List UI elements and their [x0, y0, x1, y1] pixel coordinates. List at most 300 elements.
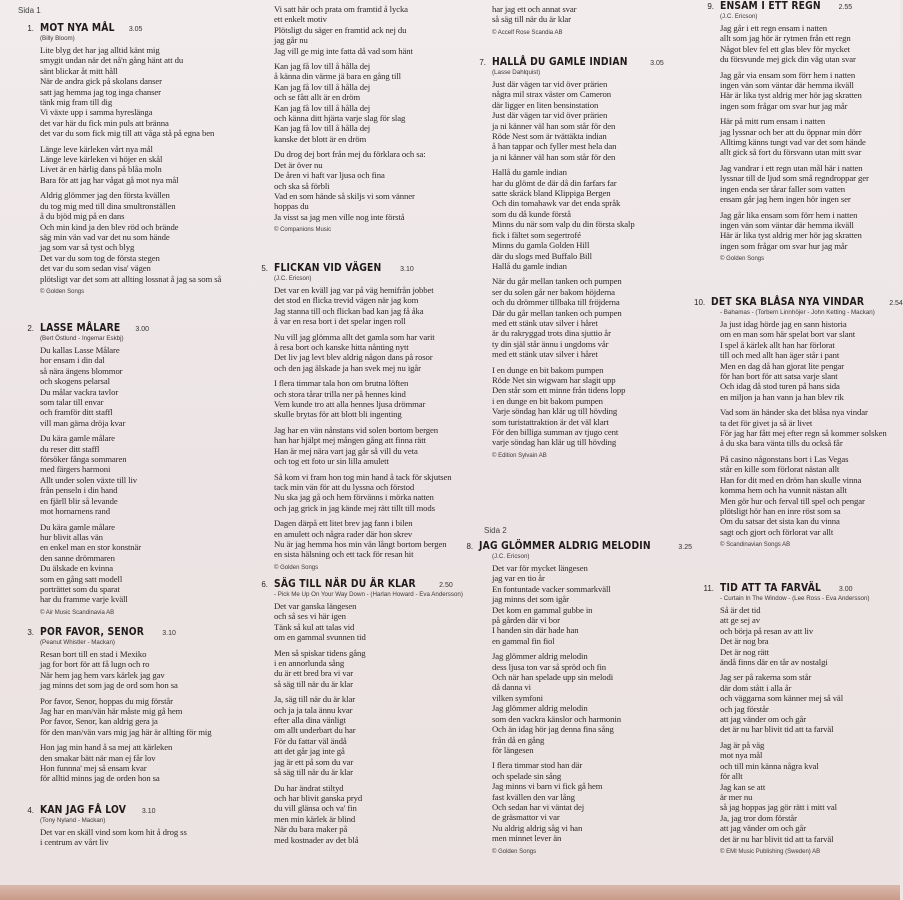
lyric-line: å du bjöd mig på en dans: [40, 211, 125, 222]
lyric-line: och så ses vi här igen: [274, 611, 346, 622]
song-heading: [466, 56, 692, 68]
song-credit: (J.C. Ericson): [720, 13, 758, 20]
song-duration: 3.10: [162, 630, 176, 637]
song-heading: [248, 578, 464, 590]
lyric-line: När du går mellan tanken och pumpen: [492, 276, 622, 287]
lyric-line: plötsligt var det som att allting lossnat å jag sa som så: [40, 273, 222, 284]
lyric-line: ingen som frågar om svar hur jag mår: [720, 100, 848, 111]
lyric-line: och tog ett foto ur sin lilla amulett: [274, 456, 389, 467]
song-credit: (Billy Bloom): [40, 35, 75, 42]
lyric-line: är mer nu: [720, 791, 753, 802]
lyric-line: en sista hälsning och ett tack för resan hit: [274, 549, 414, 560]
lyric-line: Så kom vi fram hon tog min hand å tack för skjutsen: [274, 471, 452, 482]
song-block: [14, 322, 224, 616]
lyric-line: och stora tårar trilla ner på hennes kind: [274, 388, 406, 399]
lyric-line: ett enkelt motiv: [274, 14, 327, 25]
lyric-line: plötsligt hör han en inre röst som sa: [720, 505, 841, 516]
song-block: [694, 0, 898, 262]
lyric-line: i centrum av vårt liv: [40, 837, 109, 848]
lyric-line: och se fått allt är en dröm: [274, 92, 361, 103]
lyric-line: du tog mig med till dina smultronställen: [40, 200, 176, 211]
lyric-line: med kostnader av det blå: [274, 834, 359, 845]
publisher-credit: © Scandinavian Songs AB: [720, 542, 791, 549]
song-title: LASSE MÅLARE: [40, 322, 121, 334]
lyric-line: om en man som här spelat bort var slant: [720, 329, 856, 340]
song-duration: 3.25: [678, 544, 692, 551]
lyric-line: några mil strax väster om Cameron: [492, 89, 612, 100]
lyric-line: från penseln i din hand: [40, 485, 118, 496]
track-number: 3.: [27, 628, 34, 637]
lyrics-text: [492, 79, 692, 448]
lyric-line: och framför ditt staffl: [40, 407, 113, 418]
lyric-line: det är nu har blivit tid att ta farväl: [720, 833, 834, 844]
lyric-line: för han bort för att satsa varje slant: [720, 371, 838, 382]
lyric-line: satte skräck bland Klippiga Bergen: [492, 188, 611, 199]
song-title: JAG GLÖMMER ALDRIG MELODIN: [479, 540, 651, 552]
lyric-line: Länge leve kärleken vi höjer en skål: [40, 154, 163, 165]
lyric-line: där ligger en liten bensinstation: [492, 99, 599, 110]
column-1: [14, 0, 224, 885]
lyric-line: jag går nu: [274, 35, 308, 46]
lyric-line: att jag vänder om och går: [720, 714, 807, 725]
lyric-line: det var du som fick mig till att våga stå på egna ben: [40, 128, 215, 139]
song-duration: 2.50: [439, 582, 453, 589]
lyric-line: Jag vandrar i ett regn utan mål här i natten: [720, 162, 863, 173]
lyric-line: om en gammal svunnen tid: [274, 632, 366, 643]
lyric-line: jag for bort för att få lugn och ro: [40, 659, 150, 670]
song-title: SÄG TILL NÄR DU ÄR KLAR: [274, 578, 416, 590]
lyric-line: Por favor, Senor, hoppas du mig förstår: [40, 695, 173, 706]
lyric-line: Jag har en vän nånstans vid solen bortom bergen: [274, 424, 439, 435]
lyric-line: Det kom en gammal gubbe in: [492, 604, 593, 615]
lyric-line: att jag vänder om och går: [720, 823, 807, 834]
lyric-line: Nu är jag hemma hos min vän långt bortom bergen: [274, 538, 447, 549]
publisher-credit: © Golden Songs: [40, 288, 85, 295]
song-heading: [694, 296, 903, 308]
lyric-line: Jag glömmer aldrig melodin: [492, 703, 588, 714]
lyric-line: Hon jag min hand å sa mej att kärleken: [40, 742, 173, 753]
lyric-line: Så är det tid: [720, 605, 761, 615]
song-duration: 3.00: [838, 586, 853, 593]
lyric-line: jag var en tio år: [492, 573, 545, 584]
lyric-line: så säg till när du är klar: [274, 767, 353, 778]
lyric-line: Något blev fel ett glas blev för mycket: [720, 43, 850, 54]
lyric-line: Och än idag hör jag denna fina sång: [492, 724, 614, 735]
lyrics-text: [720, 605, 898, 844]
lyric-line: Vi satt här och prata om framtid å lycka: [274, 4, 408, 14]
lyric-line: Det är över nu: [274, 159, 323, 170]
lyric-line: du reser ditt staffl: [40, 443, 100, 454]
lyric-line: då danna vi: [492, 682, 531, 693]
lyric-line: porträttet som du sparat: [40, 583, 120, 594]
lyric-line: mot nya mål: [720, 750, 763, 761]
song-duration: 3.00: [135, 326, 149, 333]
lyric-line: som du då kunde förstå: [492, 208, 571, 219]
song-duration: 3.10: [141, 808, 156, 815]
lyric-line: Hallå du gamle indian: [492, 260, 567, 271]
lyric-line: Du kära gamle målare: [40, 521, 115, 532]
song-duration: 2.54: [889, 300, 903, 307]
publisher-credit: © EMI Music Publishing (Sweden) AB: [720, 848, 821, 855]
lyric-line: Just där vägen tar vid över prärien: [492, 110, 608, 121]
side-label: Sida 2: [484, 526, 507, 535]
lyric-line: och börja på resan av att liv: [720, 625, 814, 636]
lyric-line: Jag minns vi barn vi fick gå hem: [492, 781, 603, 792]
lyric-line: de gräsmattor vi var: [492, 812, 560, 823]
lyric-line: mot hornarnens rand: [40, 506, 110, 517]
lyrics-text: [274, 285, 464, 560]
lyric-line: Vem kunde tro att alla hennes ljusa drömmar: [274, 399, 426, 410]
lyric-line: Allt under solen växte till liv: [40, 474, 138, 485]
lyric-line: och väggarna som känner mej så väl: [720, 693, 844, 704]
lyrics-text: [720, 319, 898, 537]
song-credit: (Bert Östlund - Ingemar Eskbj): [40, 335, 124, 342]
lyric-line: har du glömt de där då din farfars far: [492, 177, 617, 188]
lyric-line: det var du som sedan visa' vägen: [40, 263, 151, 274]
lyric-line: tack min vän för att du lyssna och förstod: [274, 481, 415, 492]
lyric-line: Det är nog rätt: [720, 646, 769, 657]
table-edge: [0, 885, 900, 900]
lyric-line: När du bara maker på: [274, 824, 348, 835]
lyric-line: Men gör hur och ferval till spel och pengar: [720, 495, 865, 506]
lyric-line: Jag är på väg: [720, 739, 765, 750]
song-block: [248, 578, 464, 845]
lyric-line: I spel å kärlek allt han har förlorat: [720, 339, 835, 350]
song-title: POR FAVOR, SENOR: [40, 626, 145, 638]
lyric-line: Aldrig glömmer jag den första kvällen: [40, 190, 170, 201]
lyric-line: Det var du som tog de första stegen: [40, 252, 160, 263]
lyric-line: Han for dit med en dröm han skulle vinna: [720, 474, 862, 485]
lyric-line: jag är ett på som du var: [274, 756, 354, 767]
lyric-line: Livet är en härlig dans på blåa moln: [40, 164, 162, 175]
lyric-line: fast kvällen den var lång: [492, 791, 575, 802]
lyric-line: du vill glänsa och va' fin: [274, 803, 357, 814]
lyric-line: jag lyssnar och ber att du öppnar min dörr: [720, 126, 862, 137]
lyric-line: Han är mej nära vart jag går så vill du veta: [274, 445, 418, 456]
lyric-line: en fjärll blir så levande: [40, 495, 118, 506]
lyric-line: en gammal fin fiol: [492, 635, 555, 646]
lyric-line: och jag grick in jag kände mej rätt tillt till mods: [274, 502, 435, 513]
lyric-line: att det går jag inte gå: [274, 746, 345, 757]
lyric-line: för allt: [720, 771, 743, 782]
lyric-line: jag som var så tyst och blyg: [40, 242, 135, 253]
lyric-line: Tänk så kul att talas vid: [274, 621, 355, 632]
lyric-line: hur blivit allas vän: [40, 531, 103, 542]
lyric-line: Jag går lika ensam som förr hem i natten: [720, 209, 858, 220]
lyric-line: Det var för mycket längesen: [492, 563, 588, 573]
lyric-line: Där du går mellan tanken och pumpen: [492, 307, 622, 318]
lyric-line: efter alla dina vänligt: [274, 715, 346, 726]
lyric-line: som en gång satt modell: [40, 573, 123, 584]
song-duration: 3.05: [128, 26, 143, 33]
lyric-line: å du ska bara vänta tills du också får: [720, 438, 843, 449]
lyric-line: Du drog dej bort från mej du förklara och sa:: [274, 149, 426, 160]
lyric-line: och ska så förbli: [274, 180, 330, 191]
song-title: MOT NYA MÅL: [40, 22, 115, 34]
lyric-line: för längesen: [492, 744, 534, 755]
lyric-line: som talar till envar: [40, 397, 104, 408]
lyric-line: jag minns det som jag de ord som hon sa: [40, 680, 178, 691]
lyric-line: Dagen därpå ett litet brev jag fann i bilen: [274, 518, 413, 529]
lyric-line: När hem jag hem vars kärlek jag gav: [40, 669, 165, 680]
lyric-line: Varje söndag han klär ug till hövding: [492, 406, 618, 417]
lyric-line: ta det för givet ja så är livet: [720, 417, 813, 428]
lyric-line: Alltimg känns tungt vad var det som hände: [720, 137, 866, 148]
lyric-line: och skogens pelarsal: [40, 376, 110, 387]
lyric-line: Vad en som hände så skiljs vi som vänner: [274, 190, 415, 201]
lyric-line: Och när han spelade upp sin melodi: [492, 672, 614, 683]
lyric-line: Nu aldrig aldrig såg vi han: [492, 822, 583, 833]
lyric-line: och känna ditt hjärta varje slag för slag: [274, 113, 406, 124]
song-title: DET SKA BLÅSA NYA VINDAR: [711, 296, 865, 308]
song-heading: [466, 540, 692, 552]
publisher-credit: © Golden Songs: [720, 256, 765, 263]
lyric-line: tänk mig fram till dig: [40, 97, 113, 108]
lyric-line: jag minns det som igår: [492, 594, 569, 605]
track-number: 7.: [479, 58, 486, 67]
lyric-line: i en annorlunda sång: [274, 658, 345, 669]
lyric-line: å var en resa bort i det spelar ingen roll: [274, 316, 406, 327]
lyric-line: Ja visst sa jag men ville nog inte förstå: [274, 211, 405, 222]
lyric-line: och jag förstår: [720, 703, 769, 714]
lyric-line: skulle brytas för att blott bli ingenting: [274, 409, 402, 420]
lyric-line: Den står som ett minne från tidens lopp: [492, 385, 626, 396]
lyric-line: smygit undan när det nå'n gång hänt att du: [40, 55, 184, 66]
lyric-line: Minns du gamla Golden Hill: [492, 240, 590, 251]
lyric-line: det är nu har blivit tid att ta farväl: [720, 724, 834, 735]
lyric-line: och ja ja tala ännu kvar: [274, 704, 353, 715]
lyric-line: säg min vän vad var det nu som hände: [40, 231, 170, 242]
lyric-line: vilken symfoni: [492, 692, 543, 703]
lyric-line: Om du satsar det sista kan du vinna: [720, 516, 840, 527]
lyric-line: Plötsligt du säger en framtid ack nej du: [274, 24, 407, 35]
lyric-line: komma hem och ha vunnit nästan allt: [720, 485, 847, 496]
lyric-line: ser du solen går ner bakom höjderna: [492, 286, 615, 297]
song-duration: 3.05: [650, 60, 664, 67]
song-block: [466, 540, 692, 855]
lyric-line: försöker fånga sommaren: [40, 454, 127, 465]
lyric-line: Här är lika tyst aldrig mer hör jag skratten: [720, 90, 862, 101]
lyrics-text: [720, 23, 898, 251]
song-credit: (Lasse Dahlquist): [492, 69, 541, 76]
lyric-line: Länge leve kärleken vårt nya mål: [40, 143, 153, 154]
lyric-line: Jag ser på rakerna som står: [720, 672, 812, 683]
lyric-line: I en dunge en bit bakom pumpen: [492, 364, 604, 375]
publisher-credit: © Accelf Rose Scandia AB: [492, 29, 563, 36]
lyric-line: har du framme varje kväll: [40, 594, 128, 605]
lyric-line: fick i fältet som segertrofé: [492, 229, 581, 240]
lyrics-text: [274, 601, 464, 845]
lyric-line: För du fattar väl ändå: [274, 735, 347, 746]
lyric-line: så nära ängens blommor: [40, 365, 123, 376]
lyric-line: Hallå du gamle indian: [492, 167, 567, 178]
lyric-line: för den man/vän vars mig jag här är allting för mig: [40, 726, 212, 737]
song-heading: [694, 0, 898, 12]
track-number: 1.: [27, 24, 34, 33]
lyric-line: det var här du fick min puls att bränna: [40, 117, 169, 128]
song-heading: [14, 22, 224, 34]
lyric-line: med ett stänk utav silver i håret: [492, 317, 598, 328]
lyric-line: Du älskade en kvinna: [40, 563, 114, 574]
publisher-credit: © Golden Songs: [274, 564, 319, 571]
song-heading: [14, 322, 224, 334]
song-credit: - Curtain In The Window - (Lee Ross - Eva Andersson): [720, 595, 870, 602]
lyric-line: Du målar vackra tavlor: [40, 386, 119, 397]
lyric-line: Det var en kväll jag var på väg hemifrån jobbet: [274, 285, 434, 295]
lyric-line: Just där vägen tar vid över prärien: [492, 79, 608, 89]
lyric-line: I handen sin där hade han: [492, 625, 579, 636]
lyric-line: Ja, jag tror dom förstår: [720, 812, 797, 823]
lyric-line: För jag har fått mej efter regn så kommer solsken: [720, 428, 887, 439]
track-number: 2.: [27, 324, 34, 333]
lyric-line: Lite blyg det har jag alltid känt mig: [40, 45, 160, 55]
track-number: 10.: [694, 298, 706, 307]
lyric-line: Du kallas Lasse Målare: [40, 345, 120, 355]
column-3: [466, 0, 692, 885]
lyric-line: med färgers harmoni: [40, 464, 111, 475]
side-label: Sida 1: [18, 6, 41, 15]
song-block: [466, 56, 692, 459]
lyric-line: så jag hoppas jag gör rätt i mitt val: [720, 802, 837, 813]
song-credit: (Peanut Whistler - Mackan): [40, 639, 115, 646]
lyric-line: Här på mitt rum ensam i natten: [720, 116, 826, 127]
song-credit: (J.C. Ericson): [274, 275, 312, 282]
lyric-line: Vi växte upp i samma hyreslänga: [40, 107, 153, 118]
lyric-line: Du kära gamle målare: [40, 433, 115, 444]
lyric-line: och till min känna några kval: [720, 760, 819, 771]
lyric-line: sänt blickar åt mitt håll: [40, 65, 118, 76]
lyric-line: där du slogs med Buffalo Bill: [492, 250, 592, 261]
track-number: 8.: [466, 542, 474, 551]
song-title: HALLÅ DU GAMLE INDIAN: [492, 56, 628, 68]
lyric-line: Det är nog bra: [720, 636, 769, 647]
lyrics-text: [492, 4, 692, 25]
lyric-line: men min kärlek är blind: [274, 813, 356, 824]
lyric-line: ja ni känner väl han som står för den: [492, 120, 616, 131]
lyric-line: Ja, säg till när du är klar: [274, 694, 356, 705]
lyric-line: å resa bort och kanske hitta nånting nytt: [274, 342, 409, 353]
song-block: [694, 296, 903, 549]
lyric-line: Röde Nest som är tvättäkta indian: [492, 131, 607, 142]
lyrics-text: [40, 827, 224, 848]
lyric-line: På casino någonstans bort i Las Vegas: [720, 453, 849, 464]
song-duration: 3.10: [400, 266, 414, 273]
lyric-line: Jag stanna till och flickan bad kan jag få åka: [274, 305, 424, 316]
publisher-credit: © Edition Sylvain AB: [492, 452, 547, 459]
lyric-line: är du rakryggad trots dina sjuttio år: [492, 328, 611, 339]
lyric-line: hor ensam i din dal: [40, 355, 105, 366]
song-heading: [248, 262, 464, 274]
lyric-line: Vad som än händer ska det blåsa nya vindar: [720, 407, 868, 418]
lyric-line: Och idag då stod turen på hans sida: [720, 381, 840, 392]
track-number: 5.: [261, 264, 268, 273]
lyric-line: Kan jag få lov till å hålla dej: [274, 123, 371, 134]
lyrics-text: [40, 345, 224, 605]
lyric-line: å han tappar och fyller mest hela dan: [492, 141, 617, 152]
song-title: FLICKAN VID VÄGEN: [274, 262, 382, 274]
lyric-line: i en dunge en bit bakom pumpen: [492, 395, 603, 406]
lyric-line: Röde Net sin wigwam har slagit upp: [492, 374, 616, 385]
lyric-line: ingen enda ser tårar faller som vatten: [720, 183, 846, 194]
lyric-line: å känna din värme jä bara en gång till: [274, 71, 401, 82]
lyric-line: på gården där vi bor: [492, 615, 560, 626]
lyric-line: vill man gärna dröja kvar: [40, 417, 126, 428]
song-block: [248, 4, 464, 233]
publisher-credit: © Air Music Scandinavia AB: [40, 609, 115, 616]
lyric-line: så säg till när du är klar: [274, 678, 353, 689]
lyric-line: från då en gång: [492, 734, 545, 745]
lyric-line: Och sedan har vi väntat dej: [492, 801, 585, 812]
lyric-line: Och min kind ja den blev röd och brände: [40, 221, 179, 232]
lyric-line: men minnet lever än: [492, 833, 562, 844]
song-block: [14, 22, 224, 295]
lyric-line: allt gick så fort du försvann utan mitt svar: [720, 147, 862, 158]
column-2: [248, 0, 464, 885]
track-number: 4.: [27, 806, 34, 815]
lyric-line: Du har ändrat stiltyd: [274, 782, 344, 793]
lyric-line: så säg till när du är klar: [492, 14, 571, 25]
lyric-line: ingen vän som väntar där hemma ikväll: [720, 80, 854, 91]
lyric-line: Nu vill jag glömma allt det gamla som har varit: [274, 331, 435, 342]
song-block: [694, 582, 898, 855]
lyric-line: står en kille som förlorat nästan allt: [720, 464, 840, 475]
lyric-line: Jag går via ensam som förr hem i natten: [720, 69, 856, 80]
lyrics-text: [40, 649, 224, 784]
lyric-line: har jag ett och annat svar: [492, 4, 577, 14]
track-number: 9.: [707, 2, 714, 11]
lyric-line: med ett stänk utav silver i håret: [492, 349, 598, 360]
song-title: TID ATT TA FARVÄL: [720, 582, 822, 594]
lyric-line: Jag vill ge mig inte fatta då vad som hänt: [274, 45, 413, 56]
song-duration: 2.55: [838, 4, 853, 11]
lyric-line: ingen vän som väntar där hemma ikväll: [720, 219, 854, 230]
lyric-line: där dom stått i alla år: [720, 682, 792, 693]
track-number: 11.: [703, 584, 714, 593]
lyric-line: Bara för att jag har vågat gå mot nya mål: [40, 174, 179, 185]
lyric-line: När de andra gick på skolans danser: [40, 76, 162, 87]
lyric-line: Resan bort till en stad i Mexiko: [40, 649, 147, 659]
lyric-line: Här är lika tyst aldrig mer hör jag skratten: [720, 230, 862, 241]
lyric-line: Och din tomahawk var det enda språk: [492, 198, 621, 209]
lyric-line: ja ni känner väl han som står för den: [492, 151, 616, 162]
lyric-line: satt jag hemma jag tog inga chanser: [40, 86, 161, 97]
lyric-line: De åren vi haft var ljusa och fina: [274, 170, 385, 181]
song-block: [14, 804, 224, 848]
publisher-credit: © Companions Music: [274, 227, 332, 234]
lyric-line: och du drömmer tillbaka till fröjderna: [492, 297, 620, 308]
lyric-line: Det liv jag levt blev aldrig någon dans på rosor: [274, 352, 433, 363]
lyric-line: Men en dag då han gjorat lite pengar: [720, 360, 845, 371]
lyric-line: att ge sej av: [720, 615, 760, 626]
song-credit: (J.C. Ericson): [492, 553, 530, 560]
song-title: KAN JAG FÅ LOV: [40, 804, 127, 816]
lyric-line: Kan jag få lov till å hålla dej: [274, 102, 371, 113]
lyrics-text: [274, 4, 464, 222]
lyric-line: sagt och gjort och förlorat var allt: [720, 526, 834, 537]
lyric-line: det stod en flicka trevid vägen när jag kom: [274, 295, 419, 306]
lyric-line: Minns du när som valp du din första skalp: [492, 219, 635, 230]
lyric-line: om allt underbart du har: [274, 725, 356, 736]
song-credit: - Bahamas - (Torbern Linnhöjer - John Ketting - Mackan): [720, 309, 875, 316]
song-heading: [694, 582, 898, 594]
lyric-line: Jag går i ett regn ensam i natten: [720, 23, 827, 33]
song-credit: - Pick Me Up On Your Way Down - (Harlan Howard - Eva Andersson): [274, 591, 463, 598]
lyric-line: och den jag älskade ja han svek mej nu igår: [274, 362, 421, 373]
lyric-line: en amulett och några rader där hon skrev: [274, 528, 413, 539]
lyric-line: Por favor, Senor, kan aldrig gera ja: [40, 716, 158, 727]
lyric-line: kanske det blott är en dröm: [274, 133, 367, 144]
track-number: 6.: [261, 580, 268, 589]
